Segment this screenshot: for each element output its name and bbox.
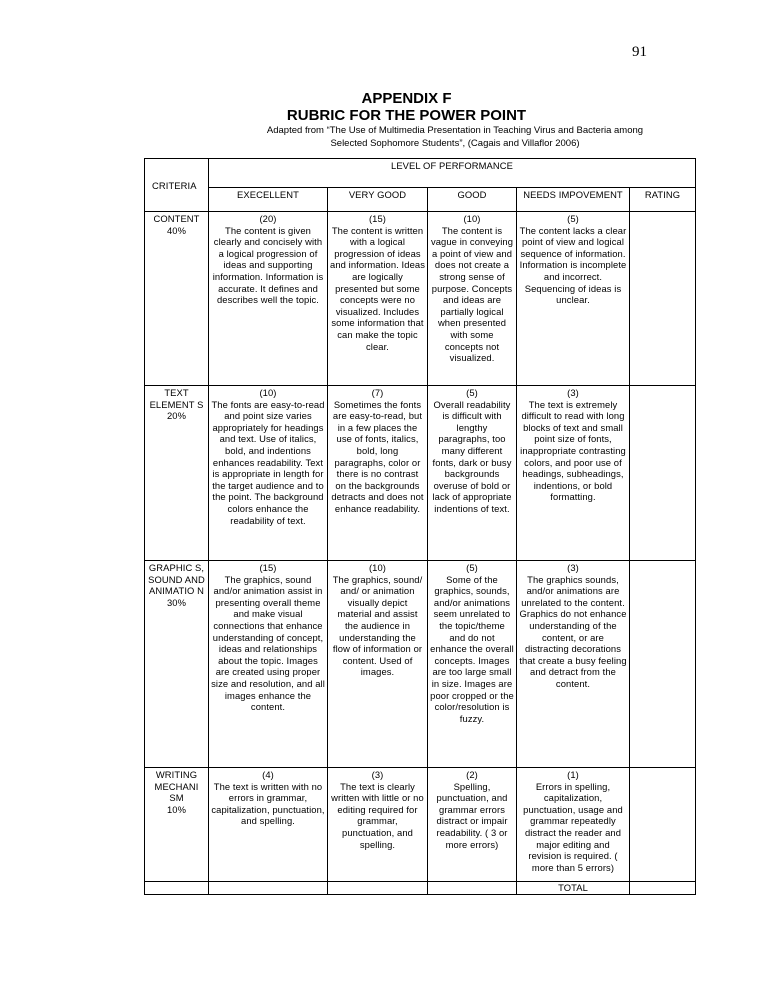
level-of-performance-header: LEVEL OF PERFORMANCE <box>209 159 696 188</box>
page-title <box>0 90 768 124</box>
very-good-cell <box>328 212 428 386</box>
empty-cell <box>145 882 209 895</box>
good-cell <box>428 768 517 882</box>
descriptor: Some of the graphics, sounds, and/or animations seem unrelated to the topic/theme and do not enhance the overall concepts. Images are too large small in size. Images are poor cropped or the color/resolution is fuzzy. <box>430 573 514 724</box>
points: (5) <box>466 562 478 573</box>
criterion-name: WRITING MECHANI SM <box>154 769 199 804</box>
descriptor: The text is extremely difficult to read with long blocks of text and small point size of fonts, inappropriate contrasting colors, and poor use of headings, subheadings, indentions, or bold formatting. <box>520 398 626 503</box>
table-row <box>145 561 696 768</box>
descriptor: The content is given clearly and concisely with a logical progression of ideas and supporting information. Information is accurate. It defines and describes well the topic. <box>212 224 324 306</box>
descriptor: The content is vague in conveying a point of view and does not create a strong sense of purpose. Concepts and ideas are partially logical when presented with some concepts not visualized. <box>430 224 514 364</box>
good-header: GOOD <box>428 188 517 212</box>
empty-cell <box>328 882 428 895</box>
points: (1) <box>567 769 579 780</box>
criterion-weight: 30% <box>166 596 187 608</box>
rubric-table <box>144 158 696 895</box>
criteria-header: CRITERIA <box>145 159 209 212</box>
very-good-cell <box>328 768 428 882</box>
descriptor: The graphics, sound and/or animation assist in presenting overall theme and make visual connections that enhance understanding of concept, ideas and relationships about the topic. Images are created using proper size and resolution, and all images enhance the content. <box>211 573 325 713</box>
table-row <box>145 768 696 882</box>
rating-cell[interactable] <box>630 386 696 561</box>
descriptor: The content lacks a clear point of view and logical sequence of information. Information is incomplete and incorrect. Sequencing of ideas is unclear. <box>519 224 627 306</box>
descriptor: The text is clearly written with little or no editing required for grammar, punctuation, and spelling. <box>331 780 424 850</box>
appendix-title: APPENDIX F <box>361 90 452 107</box>
rating-cell[interactable] <box>630 212 696 386</box>
excellent-cell <box>209 212 328 386</box>
empty-cell <box>428 882 517 895</box>
good-cell <box>428 386 517 561</box>
points: (10) <box>368 562 387 573</box>
needs-improvement-cell <box>517 561 630 768</box>
rubric-title: RUBRIC FOR THE POWER POINT <box>286 107 527 124</box>
needs-improvement-cell <box>517 768 630 882</box>
source-note <box>230 124 680 150</box>
descriptor: The graphics, sound/ and/ or animation visually depict material and assist the audience in understanding the flow of information or content. Used of images. <box>332 573 423 678</box>
needs-improvement-cell <box>517 386 630 561</box>
excellent-cell <box>209 561 328 768</box>
points: (2) <box>466 769 478 780</box>
points: (15) <box>259 562 277 573</box>
empty-cell <box>209 882 328 895</box>
descriptor: The text is written with no errors in grammar, capitalization, punctuation, and spelling. <box>211 780 325 827</box>
good-cell <box>428 212 517 386</box>
table-row <box>145 212 696 386</box>
source-note-line-1: Adapted from “The Use of Multimedia Presentation in Teaching Virus and Bacteria among <box>266 125 644 136</box>
descriptor: Sometimes the fonts are easy-to-read, but in a few places the use of fonts, italics, bold, long paragraphs, color or there is no contrast on the backgrounds detracts and does not enhance readability. <box>331 398 424 514</box>
very-good-cell <box>328 561 428 768</box>
criterion-weight: 20% <box>166 410 187 422</box>
points: (15) <box>368 213 387 224</box>
excellent-cell <box>209 768 328 882</box>
very-good-header: VERY GOOD <box>328 188 428 212</box>
needs-improvement-header: NEEDS IMPOVEMENT <box>517 188 630 212</box>
criterion-cell <box>145 561 209 768</box>
rating-header: RATING <box>630 188 696 212</box>
very-good-cell <box>328 386 428 561</box>
source-note-line-2: Selected Sophomore Students”, (Cagais and Villaflor 2006) <box>330 138 580 149</box>
descriptor: Overall readability is difficult with lengthy paragraphs, too many different fonts, dark or busy backgrounds overuse of bold or lack of appropriate indentions of text. <box>432 398 512 514</box>
table-row <box>145 386 696 561</box>
descriptor: Errors in spelling, capitalization, punctuation, usage and grammar repeatedly distract the reader and major editing and revision is required. ( more than 5 errors) <box>523 780 623 873</box>
criterion-weight: 40% <box>166 224 187 236</box>
points: (3) <box>371 769 384 780</box>
descriptor: The fonts are easy-to-read and point size varies appropriately for headings and text. Use of italics, bold, and indentions enhances readability. Text is appropriate in length for the target audience and to the point. The background colors enhance the readability of text. <box>211 398 325 526</box>
excellent-cell <box>209 386 328 561</box>
criterion-name: TEXT ELEMENT S <box>149 387 204 410</box>
page-number: 91 <box>632 44 647 60</box>
points: (20) <box>259 213 277 224</box>
descriptor: Spelling, punctuation, and grammar errors distract or impair readability. ( 3 or more errors) <box>436 780 508 850</box>
needs-improvement-cell <box>517 212 630 386</box>
descriptor: The content is written with a logical progression of ideas and information. Ideas are logically presented but some concepts were no visualized. Includes some information that can make the topic clear. <box>330 224 425 352</box>
points: (7) <box>371 387 384 398</box>
criterion-cell <box>145 768 209 882</box>
points: (3) <box>567 562 579 573</box>
points: (4) <box>262 769 274 780</box>
points: (5) <box>466 387 478 398</box>
points: (3) <box>567 387 579 398</box>
criterion-cell <box>145 386 209 561</box>
criterion-cell <box>145 212 209 386</box>
criterion-name: CONTENT <box>153 213 200 224</box>
header-row-1 <box>145 159 696 188</box>
rating-cell[interactable] <box>630 561 696 768</box>
points: (10) <box>463 213 481 224</box>
points: (10) <box>259 387 277 398</box>
rating-cell[interactable] <box>630 768 696 882</box>
good-cell <box>428 561 517 768</box>
excellent-header: EXECELLENT <box>209 188 328 212</box>
total-row <box>145 882 696 895</box>
header-row-2 <box>145 188 696 212</box>
criterion-name: GRAPHIC S, SOUND AND ANIMATIO N <box>148 562 205 597</box>
total-rating-cell[interactable] <box>630 882 696 895</box>
descriptor: The graphics sounds, and/or animations are unrelated to the content. Graphics do not enhance understanding of the content, or are distracting decorations that create a busy feeling and detract from the content. <box>519 573 627 689</box>
criterion-weight: 10% <box>166 803 187 815</box>
points: (5) <box>567 213 579 224</box>
total-label: TOTAL <box>517 882 630 895</box>
